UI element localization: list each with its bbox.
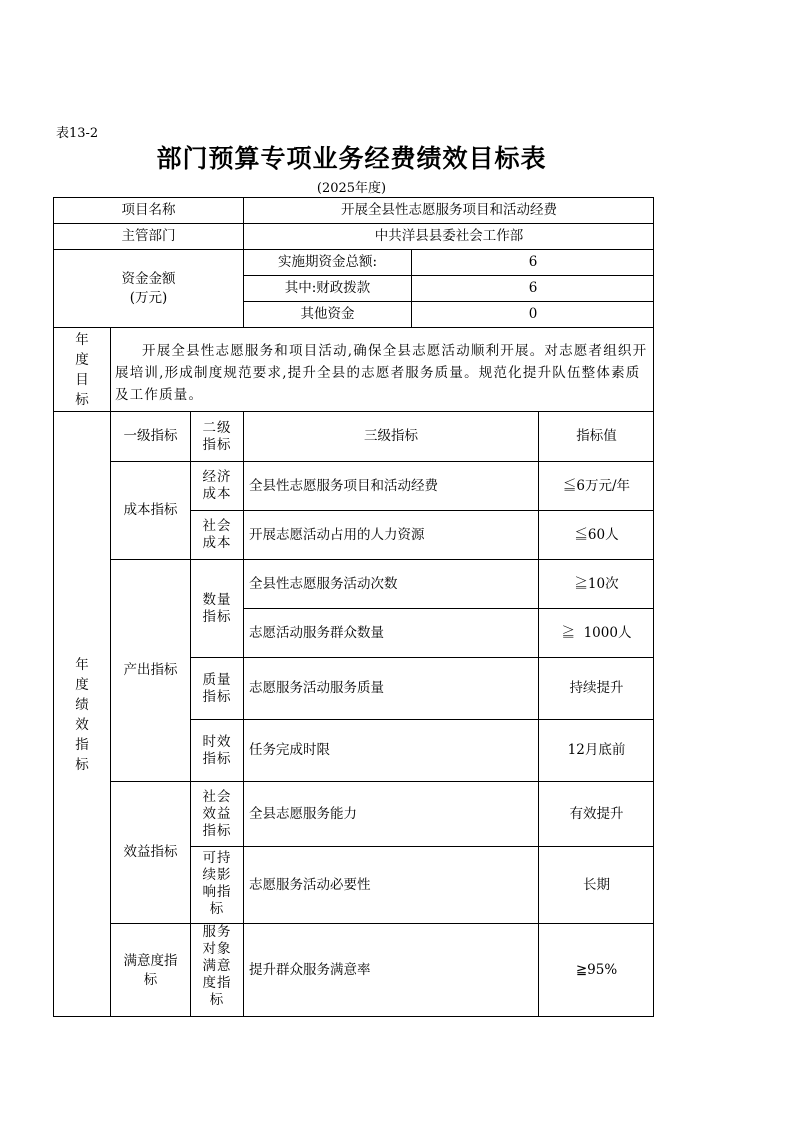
funds-total-value: 6 — [412, 250, 654, 276]
project-name-label: 项目名称 — [54, 198, 244, 224]
row2-indicator: 开展志愿活动占用的人力资源 — [244, 511, 539, 560]
row3-indicator: 全县性志愿服务活动次数 — [244, 560, 539, 609]
indicators-section-label: 年度绩效指标 — [54, 412, 111, 1017]
funds-total-label: 实施期资金总额: — [244, 250, 412, 276]
funds-label-line2: (万元) — [129, 289, 168, 306]
row1-indicator: 全县性志愿服务项目和活动经费 — [244, 462, 539, 511]
annual-goal-text: 开展全县性志愿服务和项目活动,确保全县志愿活动顺利开展。对志愿者组织开展培训,形成制度规范要求,提升全县的志愿者服务质量。规范化提升队伍整体素质及工作质量。 — [111, 328, 654, 412]
col-header-value: 指标值 — [539, 412, 654, 462]
row5-value: 持续提升 — [539, 658, 654, 720]
row7-value: 有效提升 — [539, 782, 654, 847]
project-name-value: 开展全县性志愿服务项目和活动经费 — [244, 198, 654, 224]
row7-indicator: 全县志愿服务能力 — [244, 782, 539, 847]
row9-indicator: 提升群众服务满意率 — [244, 924, 539, 1017]
level2-social-cost: 社会成本 — [191, 511, 244, 560]
col-header-level1: 一级指标 — [111, 412, 191, 462]
annual-goal-label: 年度目标 — [54, 328, 111, 412]
table-number: 表13-2 — [56, 126, 99, 141]
funds-label — [54, 250, 244, 328]
col-header-level2: 二级指标 — [191, 412, 244, 462]
row8-value: 长期 — [539, 847, 654, 924]
funds-other-label: 其他资金 — [244, 302, 412, 328]
row9-value: ≧95% — [575, 962, 618, 978]
row1-value: ≦6万元/年 — [539, 462, 654, 511]
fiscal-year: (2025年度) — [316, 181, 387, 196]
row2-value: ≦60人 — [539, 511, 654, 560]
row4-indicator: 志愿活动服务群众数量 — [244, 609, 539, 658]
department-value: 中共洋县县委社会工作部 — [244, 224, 654, 250]
funds-finance-label: 其中:财政拨款 — [244, 276, 412, 302]
level1-satisfaction: 满意度指标 — [111, 924, 191, 1017]
performance-table — [53, 197, 654, 1017]
row5-indicator: 志愿服务活动服务质量 — [244, 658, 539, 720]
level2-sustainability: 可持续影响指标 — [191, 847, 244, 924]
row6-indicator: 任务完成时限 — [244, 720, 539, 782]
level1-output: 产出指标 — [111, 560, 191, 782]
level2-quantity: 数量指标 — [191, 560, 244, 658]
level2-social-benefit: 社会效益指标 — [191, 782, 244, 847]
level2-target-satisfaction: 服务对象满意度指标 — [191, 924, 244, 1017]
funds-other-value: 0 — [412, 302, 654, 328]
page-title: 部门预算专项业务经费绩效目标表 — [156, 144, 547, 173]
level2-timeliness: 时效指标 — [191, 720, 244, 782]
row8-indicator: 志愿服务活动必要性 — [244, 847, 539, 924]
row6-value: 12月底前 — [539, 720, 654, 782]
funds-finance-value: 6 — [412, 276, 654, 302]
funds-label-line1: 资金金额 — [121, 270, 176, 287]
level2-economic-cost: 经济成本 — [191, 462, 244, 511]
level1-cost: 成本指标 — [111, 462, 191, 560]
row3-value: ≧10次 — [539, 560, 654, 609]
col-header-level3: 三级指标 — [244, 412, 539, 462]
level1-benefit: 效益指标 — [111, 782, 191, 924]
level2-quality: 质量指标 — [191, 658, 244, 720]
department-label: 主管部门 — [54, 224, 244, 250]
row4-value: ≧ 1000人 — [539, 609, 654, 658]
